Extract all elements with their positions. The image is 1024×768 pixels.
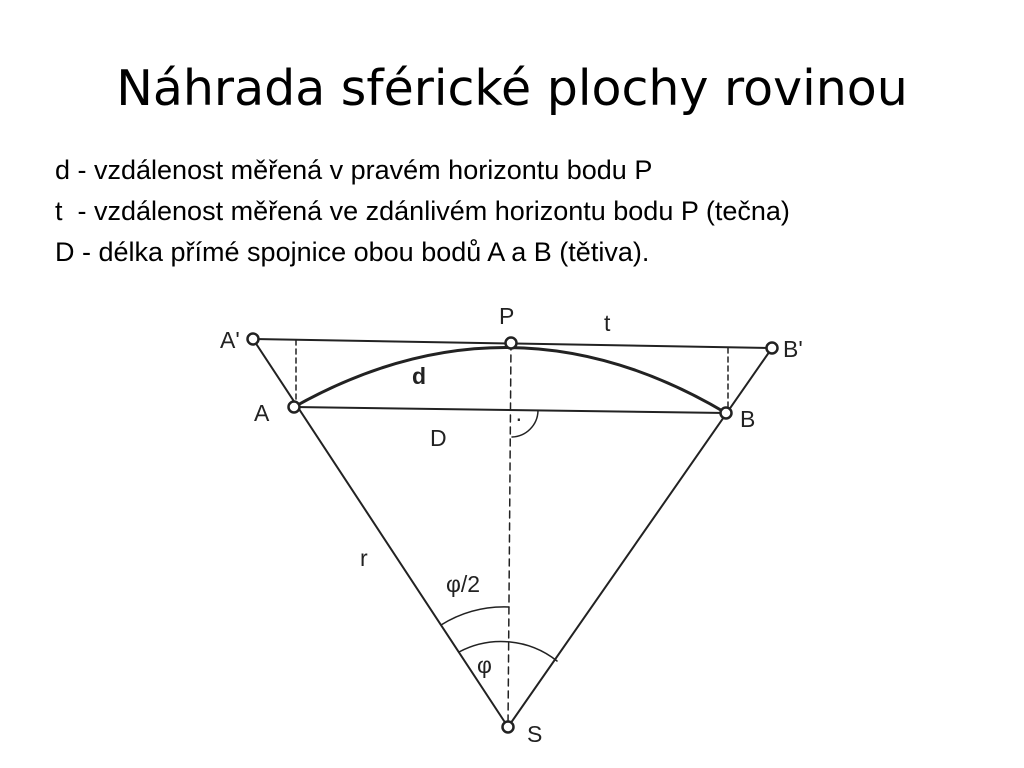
label-B-prime: B' [783, 336, 803, 362]
definition-d: d - vzdálenost měřená v pravém horizontu bodu P [55, 155, 653, 185]
slide-title: Náhrada sférické plochy rovinou [116, 60, 908, 117]
dashed-center [508, 343, 511, 727]
label-t: t [604, 310, 611, 336]
label-right-angle-dot: · [515, 405, 523, 431]
radius-left [253, 339, 508, 727]
angle-arc-half-phi [441, 607, 509, 625]
label-A: A [254, 400, 270, 426]
label-d: d [412, 363, 427, 389]
label-D: D [430, 425, 447, 451]
point-B-prime [767, 343, 778, 354]
point-S [503, 722, 514, 733]
point-A [289, 402, 300, 413]
definition-t: t - vzdálenost měřená ve zdánlivém horizontu bodu P (tečna) [55, 196, 790, 226]
label-P: P [499, 303, 515, 329]
label-r: r [360, 545, 368, 571]
definition-D: D - délka přímé spojnice obou bodů A a B (tětiva). [55, 237, 650, 267]
label-phi: φ [477, 652, 492, 678]
label-S: S [527, 721, 543, 747]
point-A-prime [248, 334, 259, 345]
point-B [721, 408, 732, 419]
label-half-phi: φ/2 [446, 571, 481, 597]
label-B: B [740, 406, 756, 432]
radius-right [508, 348, 772, 727]
point-P [506, 338, 517, 349]
label-A-prime: A' [220, 327, 240, 353]
